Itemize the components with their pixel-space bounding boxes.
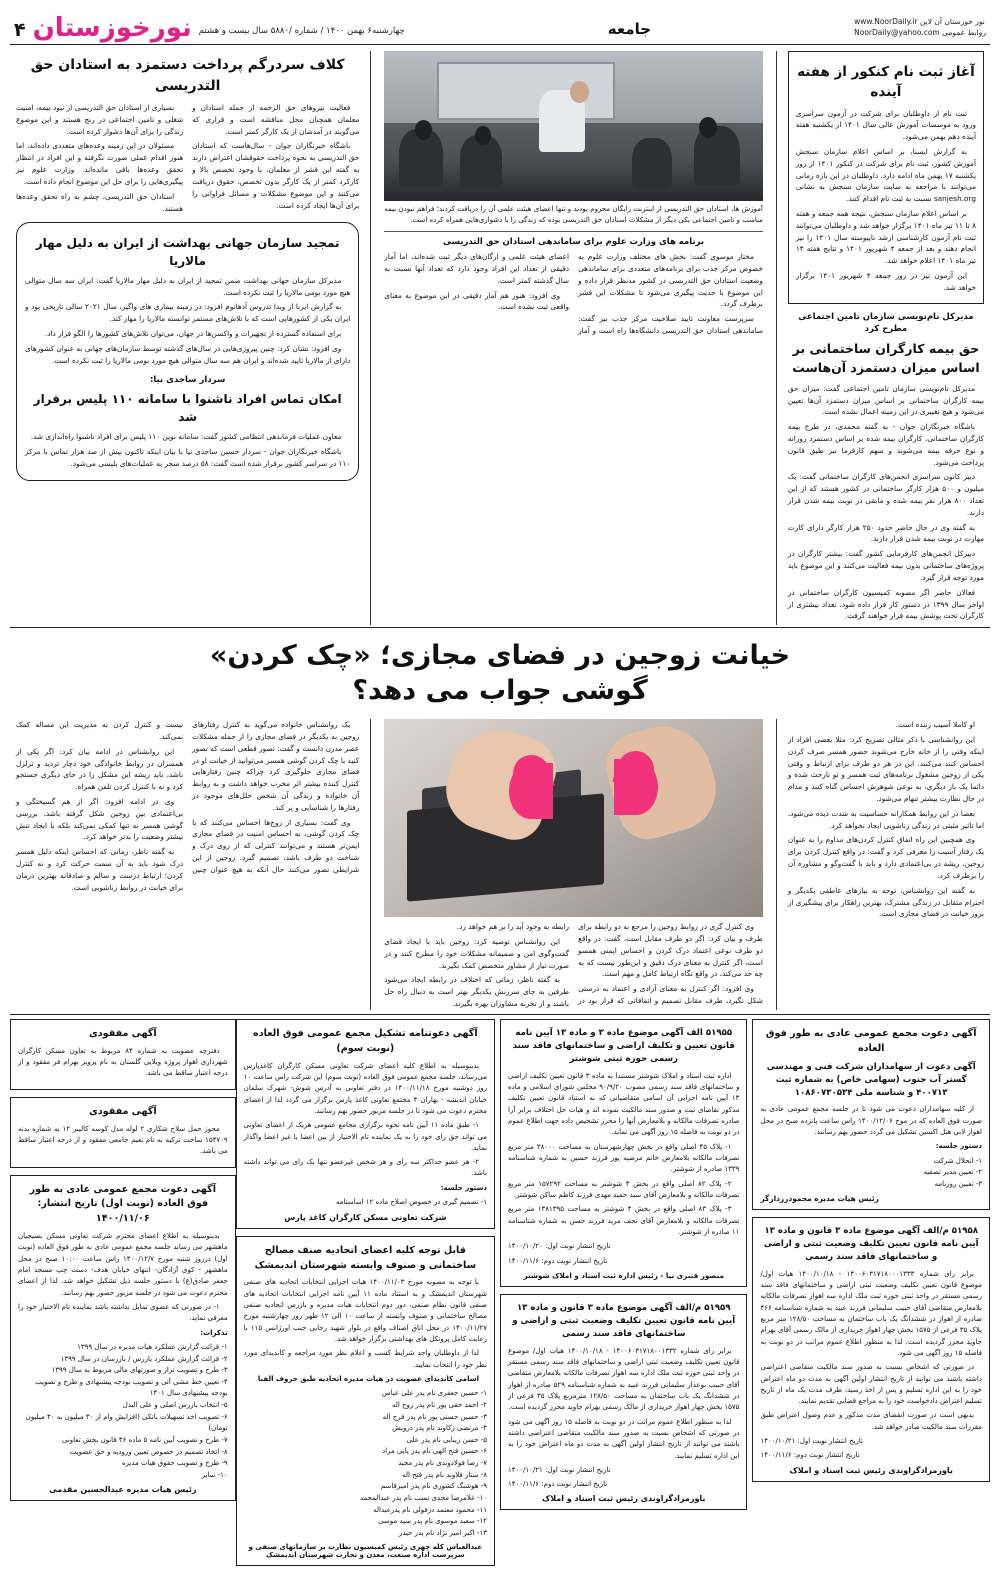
ad-title: آگهی دعوت مجمع عمومی عادی به طور فوق العاده (نوبت اول) تاریخ انتشار: ۱۴۰۰/۱۱/۰۶ <box>29 1183 217 1225</box>
feature-paragraph: وی گفت: بسیاری از زوج‌ها احساس می‌کنند که با چک کردن گوشی، به احساس امنیت در فضای مجازی ایمن‌تر هستند و می‌توانند کنترلی که از روی درک و شناخت دو طرف باشد، تصمیم گیرد. زوجین از این شرایطی تصور می‌کنند حال آنکه به هیچ عنوان چنین نیست و کنترل کردن به مدیریت این مساله کمک نمی‌کند. <box>16 720 360 874</box>
newspaper-logo: نورخوزستان <box>32 13 192 43</box>
ad-paragraph: ۱- طبق ماده ۱۱ آیین نامه نحوه برگزاری مجامع عمومی هریک از اعضای تعاونی می تواند حق رای خود را به یک نماینده تام الاختیار از بین اعضا یا غیر اعضا واگذار نماید. <box>243 1121 487 1152</box>
list-item: ۷- رضا فولادوندی نام پدر مجید <box>398 1459 487 1468</box>
column-divider <box>776 51 777 625</box>
feature-headline-line1: خیانت زوجین در فضای مجازی؛ «چک کردن» <box>209 640 791 672</box>
list-item: ۴- مرتضی زکاوند نام پدر درویش <box>392 1424 487 1433</box>
feature-headline-line2: گوشی جواب می دهد؟ <box>352 674 648 706</box>
box-paragraph: باشگاه خبرنگاران جوان - سردار حسین ساجدی نیا با بیان اینکه تاکنون بیش از صد هزار تماس با مرکز ۱۱۰ در سراسر کشور برقرار شده است گفت: ۵۸ درصد منجر به عملیات‌های پلیسی می‌شود. <box>25 447 351 468</box>
article-paragraph: مدیرکل نام‌نویسی سازمان تامین اجتماعی گفت: میزان حق بیمه کارگران ساختمانی بر اساس میزان دستمزد آن‌ها تعیین می‌شود و هیچ تغییری در این زمینه اعمال نشده است. <box>787 383 984 417</box>
section-title: جامعه <box>607 20 652 38</box>
article-headline: کلاف سردرگم پرداخت دستمزد به استادان حق التدریسی <box>30 57 345 94</box>
feature-column-left <box>782 719 990 1010</box>
article-paragraph: مسئولان در این زمینه وعده‌های متعددی داده‌اند، اما هنوز اقدام عملی صورت نگرفته و این افراد در انتظار تحقق وعده‌ها باقی مانده‌اند. وزارت علوم نیز پیگیری‌هایی را برای حل این موضوع انجام داده است. <box>16 141 184 186</box>
ad-paragraph: بدینوسیله به اطلاع اعضای محترم شرکت تعاونی مسکن بسیجیان ماهشهر می رساند جلسه مجمع عمومی عادی به طور فوق العاده (نوبت اول) درروز شنبه مورخ ۱۴۰۰/۱۲/۷ راس ساعت ۱۰:۰۰ صبح در محل ماهشهر - کوی آزادگان- انتهای خیابان هدف- دست چپ مسجد امام جعفر صادق(ع) با دستور جلسه ذیل تشکیل خواهد شد. لذا از اعضای محترم دعوت می شود در جلسه مزبور حضور بهم رسانند. <box>18 1232 228 1297</box>
ad-paragraph: در صورتی که اشخاص نسبت به صدور سند مالکیت متقاضی اعتراضی داشته باشند می توانند از تاریخ انتشار اولین آگهی به مدت دو ماه اعتراض خود را به این اداره تسلیم و پس از اخذ رسید، ظرف مدت یک ماه از تاریخ تسلیم اعتراض دادخواست خود را به مراجع قضایی تقدیم نمایند. <box>760 1363 982 1406</box>
ad-signature: رئیس هیات مدیره محمودرزدارگر <box>760 1193 879 1203</box>
article-construction-worker-insurance <box>788 311 984 622</box>
article-paragraph: استادان حق التدریسی، چشم به راه تحقق وعده‌ها هستند. <box>16 191 184 213</box>
list-item: ۶- تصویب اخذ تسهیلات بانکی (افزایش وام از ۳۰ میلیون به ۴۰ میلیون تومان) <box>25 1412 228 1433</box>
classroom-photo <box>384 51 763 201</box>
ad-paragraph: دفترچه عضویت به شماره ۸۴ مربوط به تعاون مسکن کارگران شهرداری اهواز پروژه ویلایی گلستان به نام پرویز بهرام فر مفقود و از درجه اعتبار ساقط می باشد. <box>18 1046 228 1078</box>
ad-property-51959 <box>500 1294 747 1511</box>
ad-title: قابل توجه کلیه اعضای اتحادیه صنف مصالح ساختمانی و صنوف وابسته شهرستان اندیمشک <box>254 1244 477 1271</box>
article-paragraph: وی افزود: هنوز هم آمار دقیقی در این موضوع به معنای واقعی ثبت نشده است. <box>384 290 570 312</box>
article-paragraph: دبیر کانون سراسری انجمن‌های کارگران ساختمانی گفت: یک میلیون و ۵۰۰ هزار کارگر ساختمانی در کشور هستند که از این تعداد ۸۰۰ هزار نفر بیمه شده و مابقی در نوبت بیمه شدن قرار دارند. <box>787 472 984 517</box>
ad-paragraph: مجوز حمل سلاح شکاری ۲ لوله مدل کوسه کالیبر ۱۲ به شماره بدنه ۱۵۴۷۰۹ ساخت ترکیه به نام نعیم جامعی مفقود و از درجه اعتبار ساقط می باشد. <box>18 1124 228 1156</box>
candidate-list <box>244 1388 487 1539</box>
ad-paragraph: بدیهی است در صورت انقضای مدت مذکور و عدم وصول اعتراض طبق مقررات سند مالکیت صادر خواهد شد. <box>760 1411 982 1431</box>
list-item: ۱۲- سعید موسوی نام پدر سید موسی <box>378 1517 487 1526</box>
list-item: ۱- انحلال شرکت <box>933 1156 982 1165</box>
feature-paragraph: وی افزود: اگر کنترل به معنای آزادی و اعتماد به درستی شکل نگیرد، طرف مقابل تصمیم و اتفاقاتی که قرار بود در رابطه به وجود آید را بر هم خواهد زد. <box>456 922 763 1005</box>
article-teaching-wages <box>16 55 359 216</box>
article-headline: حق بیمه کارگران ساختمانی بر اساس میزان دستمزد آن‌هاست <box>792 341 980 375</box>
ad-paragraph: ۱- پلاک ۴۵ اصلی واقع در بخش چهارشهرستان به مساحت ۳۸۰۰۰ متر مربع تصرفات مالکانه بلامعارض خانم مرضیه پور فرزند حسین به شماره شناسنامه ۱۳۳۹ صادره از شوشتر. <box>508 1142 740 1174</box>
ad-publish-date-2: تاریخ انتشار نوبت دوم: ۱۴۰۰/۱۱/۶ <box>760 1451 860 1460</box>
ad-paragraph: ۲- هر عضو حداکثر سه رای و هر شخص غیرعضو تنها یک رای می تواند داشته باشد. <box>243 1158 487 1178</box>
list-item: ۱- حسین جعفری نام پدر علی عباس <box>382 1389 487 1398</box>
ad-title: آگهی مفقودی <box>88 1027 157 1039</box>
ad-title: ۵۱۹۵۸ م/الف آگهی موضوع ماده ۳ قانون و ماده ۱۳ آیین نامه قانون تعیین تکلیف وضعیت ثبتی و اراضی و ساختمانهای فاقد سند رسمی <box>763 1225 979 1263</box>
ad-agenda-title: دستور جلسه: <box>935 1142 982 1151</box>
feature-paragraph: وی همچنین این راه اتفاق کنترل کردن‌های مداوم را به عنوان یک رفتار آسیب زا معرفی کرد و گفت: در واقع کنترل کردن برای زوجین، ریشه در بی‌اعتمادی دارد و باید با گفت‌وگو و مشاوره آن را برطرف کرد. <box>787 835 984 880</box>
box-paragraph: به گزارش ایرنا از ویدا تدروس آدهانوم افزود: در زمینه بیماری های واگیر، سال ۲۰۲۱ سالی تاریخی بود و ایران یکی از کشورهایی است که با تلاش‌های مستمر توانسته مالاریا را مهار کند. <box>25 302 351 324</box>
ad-paragraph: لذا به منظور اطلاع عموم مراتب در دو نوبت به فاصله ۱۵ روز آگهی می شود در صورتی که اشخاص نسبت به صدور سند مالکیت متقاضی اعتراضی داشته باشند می توانند از تاریخ انتشار اولین آگهی به مدت دو ماه اعتراض خود را به این اداره تسلیم نمایند. <box>508 1417 740 1460</box>
broken-heart-photo <box>384 719 763 917</box>
article-paragraph: باشگاه خبرنگاران جوان - به گفته محمدی، در طرح بیمه کارگران ساختمانی، کارگران بیمه شده بر اساس دستمزد روزانه و نوع حرفه بیمه می‌شوند و سهم کارفرما نیز طبق قانون پرداخت می‌شود. <box>787 422 984 467</box>
article-paragraph: بر اساس اعلام سازمان سنجش، نتیجه همه جمعه و هفته ۸ تا ۱۱ تیر ماه ۱۴۰۱ برگزار خواهد شد و داوطلبان می‌توانند ثبت نام آزمون کارشناسی ارشد ناپیوسته سال ۱۴۰۱ را نیز انجام دهند و بعد از جمعه ۴ شهریور ۱۴۰۱ و نتایج هفته ۱۴ تیر ماه ۱۴۰۱ اعلام خواهد شد. <box>795 209 977 266</box>
ad-publish-date-1: تاریخ انتشار نوبت اول: ۱۴۰۰/۱۰/۲۱ <box>508 1465 611 1474</box>
ad-notes-title: تذکرات: <box>200 1328 228 1337</box>
ad-kaghaz-pars-coop <box>236 1019 495 1229</box>
ad-paragraph: لذا از داوطلبان واجد شرایط کسب و اعلام نظر مورد مراجعه و کاندیدای مورد نظر خود را انتخاب نمایید. <box>243 1349 487 1369</box>
center-column <box>376 51 771 625</box>
article-paragraph: سرپرست معاونت تایید صلاحیت مرکز جذب نیز گفت: ساماندهی استادان حق التدریسی دانشگاه‌ها راه است و آمار اعضای هیئت علمی و ارگان‌های دیگر ثبت شده‌اند، اما آمار دقیقی از تعداد این افراد وجود دارد که تعداد آنها نسبت به سال گذشته کمتر است. <box>384 252 763 335</box>
feature-paragraph: وی در ادامه افزود: اگر از هم گسیختگی و بی‌اعتمادی بین زوجین شکل گرفته باشد، بررسی گوشی همسر نه تنها کمکی نمی‌کند بلکه با ایجاد تنش بیشتر وضعیت را بدتر خواهد کرد. <box>16 797 184 842</box>
list-item: ۹- طرح و تصویب حقوق هیات مدیره <box>121 1459 228 1468</box>
list-item: ۱۱- محمود معتمد دزفولی نام پدرعبداله <box>373 1505 487 1514</box>
ad-lost-membership-card <box>10 1019 236 1090</box>
masthead-brand <box>14 15 405 42</box>
ad-title: آگهی مفقودی <box>88 1105 157 1117</box>
ad-mahshahr-basij-coop <box>10 1175 236 1502</box>
list-item: ۴- تعیین خط مشی آتی و تصویب بودجه پیشنهادی و طرح و تصویب بودجه پیشنهادی سال ۱۴۰۱ <box>35 1377 228 1398</box>
email-address[interactable]: NoorDaily@yahoo.com <box>854 28 940 38</box>
feature-paragraph: به گفته ناظر، زمانی که احساس اینکه دلیل همسر درک شود باید به آن سمت حرکت کرد و نه کنترل کردن؛ ارتباط درست و سالم و صادقانه بهترین درمان برای خیانت در روابط زناشویی است. <box>16 847 184 892</box>
ads-column-right <box>10 1019 236 1574</box>
article-paragraph: بسیاری از استادان حق التدریسی از نبود بیمه، امنیت شغلی و تامین اجتماعی در رنج هستند و این موضوع زندگی را برای آن‌ها دشوار کرده است. <box>16 103 184 136</box>
ad-lost-hunting-permit <box>10 1097 236 1168</box>
article-paragraph: ثبت نام از داوطلبان برای شرکت در آزمون سراسری ورود به موسسات آموزش عالی سال ۱۴۰۱ از یکشنبه هفته آینده دهم بهمن می‌شود. <box>795 108 976 142</box>
ad-signature: یاورمرادگراوندی رئیس ثبت اسناد و املاک <box>542 1494 706 1504</box>
ad-title: آگهی دعوت مجمع عمومی عادی به طور فوق العاده <box>765 1027 977 1054</box>
feature-paragraph: بعضا در این روابط همکارانه حساسیت به شدت دیده می‌شود، اما تاثیر مثبتی در زندگی زناشویی ایجاد نخواهد کرد. <box>787 808 984 830</box>
ad-title: ۵۱۹۵۵ الف آگهی موضوع ماده ۳ و ماده ۱۳ آیین نامه قانون تعیین و تکلیف اراضی و ساختمانهای فاقد سند رسمی حوزه ثبتی شوشتر <box>512 1027 735 1065</box>
ads-column-midright <box>236 1019 500 1574</box>
ad-agenda-list <box>760 1156 982 1191</box>
ad-signature: یاورمرادگراوندی رئیس ثبت اسناد و املاک <box>789 1465 953 1475</box>
ads-column-midleft <box>500 1019 752 1574</box>
website-url[interactable]: www.NoorDaily.ir <box>854 17 918 27</box>
ad-paragraph: اداره ثبت اسناد و املاک شوشتر مستندا به ماده ۳ قانون تعیین تکلیف اراضی و ساختمانهای فاقد سند رسمی مصوب ۹۰/۹/۲۰ مجلس شورای اسلامی و ماده ۱۳ آیین نامه اجرایی آن اسامی متقاضیانی که به استناد قانون تعیین تکلیف مذکور تقاضای ثبت و صدور سند مالکیت نموده اند و هیات حل اختلاف برابر آرا صادره تصرفات مالکانه و بلامعارض آنها را محرز تشخیص داده جهت اطلاع عموم در دو نوبت به فاصله ۱۵ روز آگهی می نماید. <box>508 1071 740 1137</box>
pr-label: روابط عمومی <box>942 28 986 38</box>
article-paragraph: باشگاه خبرنگاران جوان - سال‌هاست که استادان حق التدریسی به نحوه پرداخت حقوقشان اعتراض دارند به گفته این قشر از معلمان، با وجود تخصص بالا و کارکرد کمتر از یک کارگر بدون تخصص، حقوق دریافت می‌کنند و این موضوع مشکلات و مسائل فراوانی را برای آن‌ها ایجاد کرده است. <box>192 141 360 210</box>
ad-paragraph: از کلیه سهامداران دعوت می شود تا در جلسه مجمع عمومی عادی به صورت فوق العاده که در موخ ۱۴۰۰/۱۲/۰۶ راس ساعت پانزده صبح در محل اهواز لابی هتل اکسین تشکیل می گردد حضور بهم رسانند. <box>760 1105 982 1137</box>
photo-caption: آموزش ها، استادان حق التدریسی از اینترنت رایگان محروم بودند و تنها اعضای هیئت علمی آن را دریافت کردند؛ فراهم نبودن بیمه مناسب و تامین اجتماعی یکی دیگر از مشکلات استادان حق التدریسی بوده که زندگی را با دشواری‌هایی همراه کرده است. <box>384 205 763 225</box>
feature-article <box>0 627 1000 1015</box>
ad-subtitle: آگهی دعوت از سهامداران شرکت فنی و مهندسی گستر آب جنوب (سهامی خاص) به شماره ثبت ۴۰۰۷۱۳ و شناسه ملی ۱۰۸۶۰۷۳۰۵۳۴ <box>766 1061 976 1099</box>
page-number: ۴ <box>14 19 26 41</box>
list-item: ۹- هوشنگ کشوری نام پدر امیرقاسم <box>380 1482 487 1491</box>
left-sidebar-column <box>782 51 990 625</box>
article-kicker: برنامه های وزارت علوم برای ساماندهی استادان حق التدریسی <box>443 237 705 248</box>
ad-paragraph: برابر رای شماره ۱۴۰۰۶۰۳۱۷۱۸۰۰۱۳۳۲ - ۱۴۰۰/۱۰/۱۸ هیات اول/ موضوع قانون تعیین تکلیف وضعیت ثبتی اراضی و ساختمانهای فاقد سند رسمی مستقر در واحد ثبتی حوزه ثبت ملک اداره سه اهواز تصرفات مالکانه بلامعارض متقاضی آقای حبیب بوعذار سلیمانی فرزند عبید به شماره شناسنامه ۵۲۹ صادره از اهواز در ششدانگ یک باب ساختمان به مساحت ۱۲۸/۵۰ مترمربع پلاک ۳۵ فرعی از ۱۵۷۵ بخش چهار اهواز خریداری از مالک رسمی بهرام جاوید محرز گردیده است. <box>508 1346 740 1412</box>
box-paragraph: وی افزود: نشان کرد: چنین پیروزی‌هایی در سال‌های گذشته توسط سازمان‌های جهانی به عنوان کشورهای دارای از مالاریا تایید شده‌اند و ایران هم سه سال متوالی هیچ مورد بومی مالاریا را ثبت نکرده است. <box>25 343 351 365</box>
list-item: ۶- حسین فتح الهی نام پدر پاپی مراد <box>382 1447 487 1456</box>
ad-andimeshk-union-election <box>236 1236 495 1567</box>
ad-shushtar-51955 <box>500 1019 747 1287</box>
list-item: ۱- تصمیم گیری در خصوص اصلاح ماده ۱۲ اساسنامه <box>335 1198 487 1207</box>
feature-paragraph: به گفته ناظر، زمانی که اختلاف در رابطه ایجاد می‌شود طرفین به جای سرزنش یکدیگر بهتر است به دنبال راه حل باشند و از تجربه مشاوران بهره بگیرند. <box>384 975 570 1008</box>
ad-paragraph: ۱- در صورتی که عضوی تمایل نداشته باشد نماینده تام الاختیار خود را معرفی نماید. <box>18 1303 228 1323</box>
list-item: ۳- طرح و تصویب تراز و صورتهای مالی مربوط به سال ۱۳۹۹ <box>51 1366 228 1375</box>
box-headline: تمجید سازمان جهانی بهداشت از ایران به دلیل مهار مالاریا <box>35 235 340 268</box>
feature-paragraph: یک روانشناس خانواده می‌گوید به کنترل رفتارهای زوجین به یکدیگر در فضای مجازی را از جمله مشکلات عصر مدرن دانست و گفت: تصور قطعی است که تصور کنید با چک کردن گوشی همسر می‌توانید از خیانت او در فضای مجازی جلوگیری کرد چراکه چنین رفتارهایی کنترل کننده بیشتر اثر مخرب خواهد داشت و به روابط آن خانواده و زندگی آن شخص خلل‌های موجود در رفتارها را شناسایی و پر کند. <box>192 720 360 812</box>
feature-paragraph: این روانشناسی با ذکر مثالی تصریح کرد: مثلا بعضی افراد از اینکه وقتی را از خانه خارج می‌شوند حضور همسر صرف کردن احساس کنند می‌کنند. این در هر دو طرف برای ارتباط و وقتی یکی از زوجین مشغول برنامه‌های ثبت همسر و تو نارحت شده و دائما یک باز دیگری، به نوعی شوهرش احساس گناه کنند و مدام در حال نظارت بیشتر تنهام می‌شود. <box>787 734 984 803</box>
article-konkur-registration <box>788 51 984 304</box>
feature-column-center <box>376 719 771 1010</box>
article-kicker: مدیرکل نام‌نویسی سازمان تامین اجتماعی مطرح کرد <box>798 311 974 335</box>
article-ministry-programs <box>384 236 763 336</box>
ad-publish-date-1: تاریخ انتشار نوبت اول: ۱۴۰۰/۱۰/۲۱ <box>760 1437 863 1446</box>
feature-paragraph: این روانشناس توصیه کرد: زوجین باید با ایجاد فضای گفت‌وگوی امن و صمیمانه مشکلات خود را مطرح کنند و در صورت نیاز از مشاور متخصص کمک بگیرند. <box>384 936 570 970</box>
article-paragraph: به گفته وی در حال حاضر حدود ۲۵۰ هزار کارگر دارای کارت مهارت در نوبت بیمه شدن قرار دارند. <box>787 522 984 544</box>
ad-publish-date-2: تاریخ انتشار نوبت دوم: ۱۴۰۰/۱۱/۶ <box>508 1480 608 1489</box>
list-item: ۸- اتخاذ تصمیم در خصوص تعیین ورودیه و حق عضویت <box>69 1447 228 1456</box>
box-headline: امکان تماس افراد ناشنوا با سامانه ۱۱۰ پلیس برقرار شد <box>33 392 342 425</box>
ad-paragraph: اسامی کاندیدای عضویت در هیات مدیره اتحادیه طبق حروف الفبا <box>257 1375 479 1384</box>
ads-column-left <box>752 1019 990 1574</box>
box-kicker: سردار ساجدی نیا: <box>149 374 226 385</box>
ad-gostar-ab-jonoub <box>752 1019 990 1210</box>
list-item: ۳- تعیین روزنامه <box>934 1180 982 1188</box>
list-item: ۱- قرائت گزارش عملکرد هیات مدیره در سال ۱۳۹۹ <box>77 1343 228 1352</box>
website-label: نور خوزستان آن لاین <box>919 17 985 27</box>
ad-notes-list <box>18 1342 228 1481</box>
list-item: ۱۰- غلامرضا مجدی نسب نام پدر عبدالمحمد <box>359 1493 487 1502</box>
feature-paragraph: این روانشناس در ادامه بیان کرد: اگر یکی از همسران در روابط خانوادگی خود دچار تردید و تزلزل باشد، باید ریشه این مشکل را در جای دیگری جستجو کرد و نه با کنترل کردن تلفن همراه. <box>16 746 184 792</box>
article-paragraph: فعالیت نیروهای حق الزحمه از جمله استادان و معلمان همچنان محل مناقشه است و قراری که می‌گویند در آمدشان از یک کارگر کمتر است. <box>192 103 360 136</box>
article-paragraph: این آزمون نیز در روز جمعه ۴ شهریور ۱۴۰۱ برگزار خواهد شد. <box>795 271 976 292</box>
box-paragraph: مدیرکل سازمان جهانی بهداشت ضمن تمجید از ایران به دلیل مهار مالاریا گفت: ایران سه سال متوالی هیچ مورد بومی مالاریا را ثبت نکرده است. <box>25 275 351 297</box>
article-paragraph: دبیرکل انجمن‌های کارفرمایی کشور گفت: بیشتر کارگران در پروژه‌های ساختمانی بدون بیمه فعالیت می‌کنند و این موضوع باید مورد توجه قرار گیرد. <box>787 549 984 582</box>
ad-paragraph: برابر رای شماره ۱۴۰۰۶۰۳۱۷۱۸۰۰۰۱۳۳۳ - ۱۴۰۰/۱۰/۱۸ هیات اول/ موضوع قانون تعیین تکلیف وضعیت ثبتی اراضی و ساختمانهای فاقد سند رسمی مستقر در واحد ثبتی حوزه ثبت ملک اداره سه اهواز تصرفات مالکانه بلامعارض متقاضی آقای حبیب سلیمانی فرزند عبید به شماره شناسنامه ۴۶۶ صادره از اهواز در ششدانگ یک باب ساختمان به مساحت ۱۲۸/۵۰ متر مربع پلاک ۳۵ فرعی از ۱۵۷۵ بخش چهار اهواز خریداری از مالک رسمی آقای بهرام جاوید محرز گردیده است. لذا به منظور اطلاع عموم مراتب در دو نوبت به فاصله ۱۵ روز آگهی می شود. <box>760 1269 982 1357</box>
ad-title: آگهی دعوتنامه تشکیل مجمع عمومی فوق العاده (نوبت سوم) <box>253 1027 478 1054</box>
ad-paragraph: ۳- پلاک ۸۳ اصلی واقع در بخش ۴ شوشتر به مساحت ۱۳۸۱۳۹۵ متر مربع تصرفات مالکانه و بلامعارض آقای نجف مرید فرزند حسن به شماره شناسنامه ۱۱ صادره از شوشتر. <box>508 1205 740 1237</box>
classified-ads-zone <box>0 1015 1000 1581</box>
box-paragraph: معاون عملیات فرماندهی انتظامی کشور گفت: سامانه نوین ۱۱۰ پلیس برای افراد ناشنوا راه‌اندازی شد. <box>30 432 342 442</box>
top-content-zone <box>0 45 1000 625</box>
ad-signature: منصور قنبری نیا - رئیس اداره ثبت اسناد و املاک شوشتر <box>523 1270 724 1280</box>
ad-publish-date-2: تاریخ انتشار نوبت دوم: ۱۴۰۰/۱۱/۶ <box>508 1256 608 1265</box>
list-item: ۵- انتخاب بازرس اصلی و علی البدل <box>122 1401 228 1410</box>
list-item: ۲- قرائت گزارش عملکرد بازرس / بازرسان در سال ۱۳۹۹ <box>60 1354 228 1363</box>
masthead-contact <box>854 17 986 42</box>
feature-column-right <box>10 719 365 1010</box>
ad-signature: شرکت تعاونی مسکن کارگران کاغذ پارس <box>284 1212 447 1222</box>
heart-half-right <box>574 747 658 825</box>
list-item: ۵- حسن زیبایی نام پدر علی <box>406 1435 487 1444</box>
list-item: ۲- تعیین مدیر تصفیه <box>923 1168 982 1177</box>
box-paragraph: برای استفاده گسترده از تجهیزات و واکسن‌ها در جهان، می‌توان تلاش‌های کشورها را الگو قرار داد. <box>44 329 342 339</box>
feature-paragraph: وی کنترل گری در روابط زوجین را مرجع به دو رابطه برای طرف و بیان کرد: اگر دو طرف مقابل است، گفت: در واقع دو طرف نوعی اعتماد درک کردن و احساس ایمنی همسو است، اگر کنترل به معنای درک دقیق و این‌طور نیست که به چه حد می‌کند، در واقع نگاه ارتباط کامل و مهم است. <box>578 922 763 979</box>
list-item: ۷- طرح و تصویب آیین نامه ۵ ماده ۳۶ قانون بخش تعاونی <box>62 1435 228 1444</box>
ad-paragraph: بدینوسیله به اطلاع کلیه اعضای شرکت تعاونی مسکن کارگران کاغذپارس می‌رساند، جلسه مجمع عمومی فوق العاده (نوبت سوم) این شرکت راس ساعت ۱۰ روز دوشنبه مورخ ۱۴۰۰/۱۱/۱۸ در دفتر تعاونی به آدرس شوش- شهرک سلمان خیابان اندیشه - بهاران ۴ مجتمع تعاونی کاغذ پارس برگزار می گردد لذا از اعضای محترم دعوت می شود تا در جلسه مزبور حضور بهم رسانند. <box>243 1061 487 1115</box>
ad-title: ۵۱۹۵۹ م/الف آگهی موضوع ماده ۳ قانون و ماده ۱۳ آیین نامه قانون تعیین تکلیف وضعیت ثبتی و اراضی و ساختمانهای فاقد سند رسمی <box>512 1302 736 1340</box>
feature-paragraph: به گفته این روانشناس، توجه به نیازهای عاطفی یکدیگر و احترام متقابل در زندگی مشترک، بهترین راهکار برای پیشگیری از بروز خیانت در فضای مجازی است. <box>787 885 984 919</box>
article-paragraph: فعالان حاضر اگر مصوبه کمیسیون کارگران ساختمانی در اواخر سال ۱۳۹۹ در دستور کار قرار داده شود، تعداد بیشتری از کارگران تحت پوشش بیمه قرار خواهند گرفت. <box>787 587 984 621</box>
list-item: ۱۳- اکبر امیر نژاد نام پدر حیدر <box>398 1528 487 1537</box>
box-who-malaria <box>16 222 359 481</box>
issue-date-line: چهارشنبه۶ بهمن ۱۴۰۰ / شماره /۵۸۸۰ سال بیست و هشتم <box>198 26 405 36</box>
ad-agenda-list <box>244 1197 487 1209</box>
ad-signature: عبدالعباس کله چهری رئیس کمیسیون نظارت بر سازمانهای صنفی و سرپرست اداره صنعت، معدن و تجارت شهرستان اندیمشک <box>248 1543 483 1560</box>
column-divider <box>370 51 371 625</box>
list-item: ۲- احمد حقی پور نام پدر روح اله <box>391 1401 487 1410</box>
article-paragraph: مختار موسوی گفت: بخش های مختلف وزارت علوم به خصوص مرکز جذب برای برنامه‌های متعددی برای ساماندهی وضعیت استادان حق التدریسی در کشور مدنظر قرار داده و این موضوع با جدیت پیگیری می‌شود تا مشکلات این قشر برطرف گردد. <box>578 252 763 309</box>
ad-paragraph: ۲- پلاک ۸۲ اصلی واقع در بخش ۴ شوشتر به مساحت ۱۵۷۲۹۲ متر مربع تصرفات مالکانه و بلامعارض آقای سید حمید مهدی فرزند کاظم ساکن شوشتر. <box>508 1179 740 1200</box>
ad-property-51958 <box>752 1217 990 1482</box>
ad-publish-date-1: تاریخ انتشار نوبت اول: ۱۴۰۰/۱۰/۲۰ <box>508 1242 611 1251</box>
feature-paragraph: او کاملا آسیب زننده است. <box>895 720 975 730</box>
ad-agenda-title: دستور جلسه: <box>440 1183 487 1192</box>
masthead <box>0 0 1000 44</box>
right-column <box>10 51 365 625</box>
article-headline: آغاز ثبت نام کنکور از هفته آینده <box>797 64 975 101</box>
ad-signature: رئیس هیات مدیره عبدالحسین مقدمی <box>49 1485 197 1495</box>
list-item: ۱۰- سایر <box>201 1470 228 1479</box>
article-paragraph: به گزارش ایسنا، بر اساس اعلام سازمان سنجش آموزش کشور، ثبت نام برای شرکت در کنکور ۱۴۰۱ از روز یکشنبه ۱۷ بهمن ماه ادامه دارد. داوطلبان در این بازه زمانی می‌توانند با مراجعه به سایت سازمان سنجش به نشانی sanjesh.org نسبت به ثبت نام اقدام کنند. <box>795 146 976 204</box>
list-item: ۸- ستار فلاوند نام پدر فتح اله <box>402 1470 487 1479</box>
list-item: ۳- حسین حسنی پور نام پدر فرج اله <box>382 1412 487 1421</box>
ad-paragraph: با توجه به مصوبه مورخ ۱۴۰۰/۱۱/۰۳ هیات اجرایی انتخابات اتحادیه های صنفی شهرستان اندیمشک و به استناد ماده ۱۱ آیین نامه اجرایی انتخابات اتحادیه های صنفی قانون نظام صنفی، دور دوم انتخابات هیات مدیره و بازرس اتحادیه صنفی مصالح ساختمانی و صنوف وابسته از ساعت ۱۰ الی ۱۲ ظهر روز چهارشنبه مورخ ۱۴۰۰/۱۱/۲۷ در محل اتاق اصناف واقع در بلوار شهید رجایی جنب اورژانس ۱۱۵ با رعایت کامل پروتکل های بهداشتی برگزار خواهد شد. <box>243 1278 488 1344</box>
